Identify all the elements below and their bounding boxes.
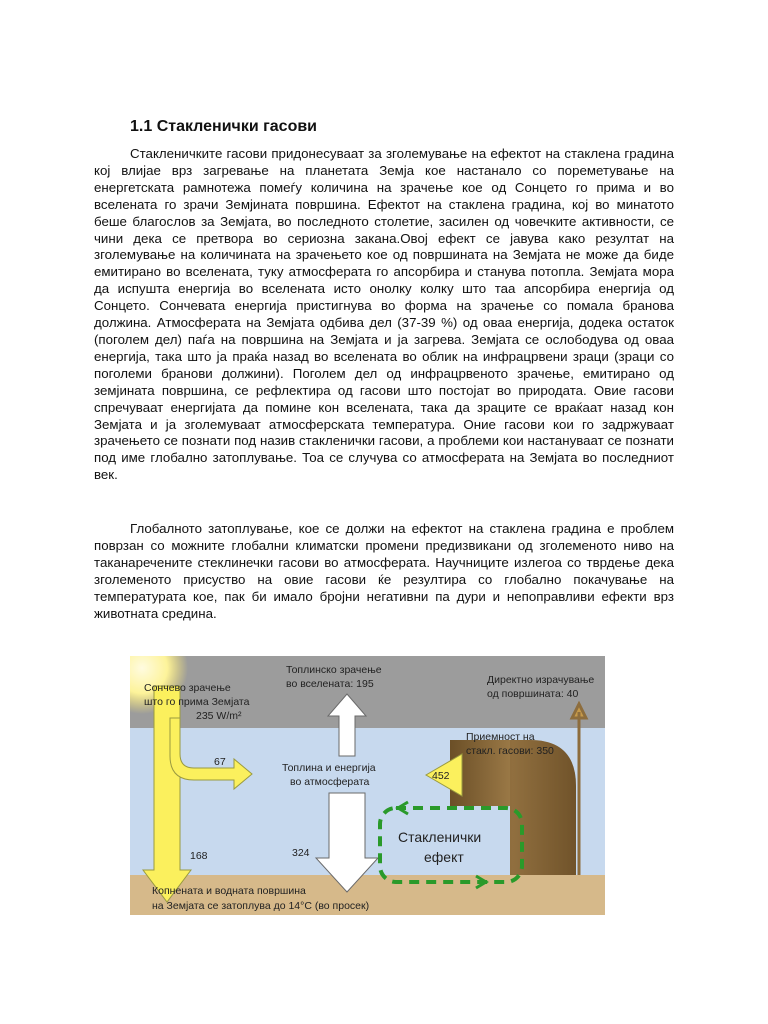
back-radiation-value: 452 bbox=[432, 770, 450, 782]
ghg-absorption-label-1: Приемност на bbox=[466, 731, 535, 743]
greenhouse-effect-diagram bbox=[130, 656, 605, 915]
direct-emission-label-2: од површината: 40 bbox=[487, 688, 579, 700]
direct-emission-label-1: Директно израчување bbox=[487, 674, 595, 686]
surface-label-1: Копнената и водната површина bbox=[152, 885, 306, 897]
space-emission-label-1: Топлинско зрачење bbox=[286, 664, 382, 676]
surface-absorbed-value: 168 bbox=[190, 850, 208, 862]
sun-label-1: Сончево зрачење bbox=[144, 682, 231, 694]
atmosphere-label-1: Топлина и енергија bbox=[282, 762, 376, 774]
sun-label-3: 235 W/m² bbox=[196, 710, 242, 722]
ghg-absorption-label-2: стакл. гасови: 350 bbox=[466, 745, 554, 757]
paragraph-2: Глобалното затоплување, кое се должи на ефектот на стаклена градина е проблем поврзан со можните глобални климатски промени предизвикани од зголеменото ниво на таканаречените стеклинечки гасови во атмосферата. Научниците излегоа со тврдење дека зголеменото присуство на овие гасови ќе резултира со глобално покачување на температурата кое, пак би имало бројни негативни па дури и непоправливи ефекти врз животната средина. bbox=[94, 521, 674, 621]
reflected-value: 67 bbox=[214, 756, 226, 768]
paragraph-1: Стакленичките гасови придонесуваат за зголемување на ефектот на стаклена градина кој влијае врз загревање на планетата Земја кое настанало со пореметување на енергетската рамнотежа помеѓу количина на зрачење кое од Сонцето го прима и во вселената го зрачи Земјината површина. Ефектот на стаклена градина, кој во минатото беше благослов за Земјата, во последното столетие, засилен од човечките активности, се чини дека се претвора во сериозна закана.Овој ефект се јавува како резултат на зголемување на количината на зрачењето кое од површината на Земјата не може да биде емитирано во вселената, туку атмосферата го апсорбира и станува потопла. Земјата мора да испушта енергија во вселената исто онолку колку што таа апсорбира енергија од Сонцето. Сончевата енергија пристигнува во форма на зрачење со помала бранова должина. Атмосферата на Земјата одбива дел (37-39 %) од оваа енергија, додека остаток (поголем дел) паѓа на површина на Земјата и ја загрева. Земјата се ослободува од оваа енергија, така што ја праќа назад во вселената во облик на инфрацрвени зраци (зраци со поголеми бранови должини). Поголем дел од инфрацрвеното зрачење, емитирано од земјината површина, се рефлектира од гасови што постојат во природата. Овие гасови спречуваат енергијата да помине кон вселената, така да зраците се враќаат назад кон Земјата и ја зголемуваат атмосферската температура. Оние гасови кои го задржуваат зрачењето се познати под назив стакленички гасови, а проблеми кои настануваат се познати под име глобално затоплување. Тоа се случува со атмосферата на Земјата во последниот век. bbox=[94, 146, 674, 483]
surface-label-2: на Земјата се затоплува до 14°C (во просек) bbox=[152, 900, 370, 912]
greenhouse-label-1: Стакленички bbox=[398, 829, 482, 845]
space-emission-label-2: во вселената: 195 bbox=[286, 678, 374, 690]
section-heading: 1.1 Стакленички гасови bbox=[130, 118, 318, 135]
downward-value: 324 bbox=[292, 847, 310, 859]
pipe-bend-shade bbox=[510, 740, 576, 875]
diagram-svg bbox=[130, 656, 605, 915]
sun-label-2: што го прима Земјата bbox=[144, 696, 250, 708]
atmosphere-label-2: во атмосферата bbox=[290, 776, 370, 788]
greenhouse-label-2: ефект bbox=[424, 849, 464, 865]
